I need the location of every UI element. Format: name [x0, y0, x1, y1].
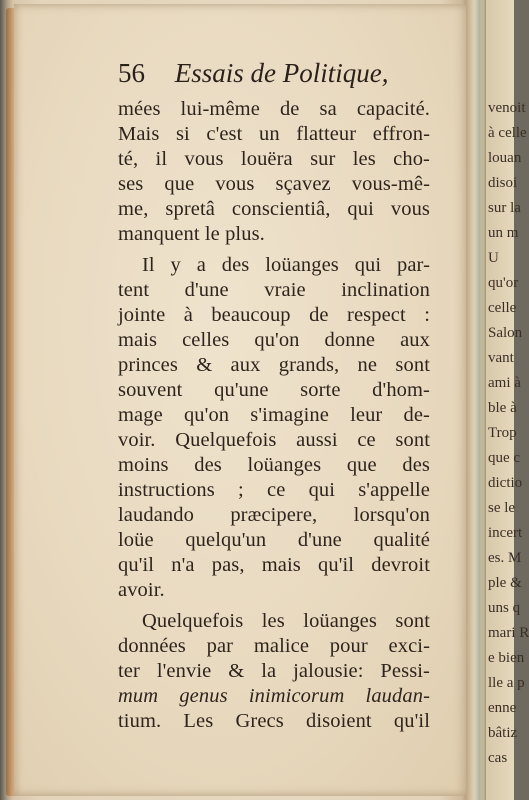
facing-page-line: ble à: [488, 400, 517, 416]
text-line: souvent qu'une sorte d'hom-: [118, 379, 430, 401]
facing-page-line: U: [488, 250, 499, 266]
facing-page-line: ami à: [488, 375, 521, 391]
text-line: mais celles qu'on donne aux: [118, 329, 430, 351]
text-line: jointe à beaucoup de respect :: [118, 304, 430, 326]
running-title: Essais de Politique,: [174, 58, 389, 88]
facing-page-line: incert: [488, 525, 523, 541]
facing-page-line: à celle: [488, 125, 527, 141]
text-line: Quelquefois les loüanges sont: [142, 610, 430, 632]
facing-page-line: uns q: [488, 600, 521, 616]
text-line: Mais si c'est un flatteur effron-: [118, 123, 430, 145]
facing-page-line: sur la: [488, 200, 521, 216]
text-line: moins des loüanges que des: [118, 454, 430, 476]
facing-page-line: dictio: [488, 475, 523, 491]
text-line: tent d'une vraie inclination: [118, 279, 430, 301]
gutter-shadow: [474, 0, 484, 800]
text-line: mage qu'on s'imagine leur de-: [118, 404, 430, 426]
text-line: Il y a des loüanges qui par-: [142, 254, 430, 276]
text-line: princes & aux grands, ne sont: [118, 354, 430, 376]
text-line: mum genus inimicorum laudan-: [118, 685, 430, 707]
facing-page-line: bâtiz: [488, 725, 518, 741]
facing-page-line: vant: [488, 350, 514, 366]
facing-page-line: mari R: [488, 625, 529, 641]
facing-page-line: e bien: [488, 650, 525, 666]
facing-page-line: Trop: [488, 425, 517, 441]
facing-page-line: qu'or: [488, 275, 519, 291]
page-header: [118, 58, 388, 94]
text-line: manquent le plus.: [118, 223, 265, 245]
facing-page-line: celle: [488, 300, 517, 316]
text-line: me, spretâ conscientiâ, qui vous: [118, 198, 430, 220]
facing-page-line: es. M: [488, 550, 522, 566]
text-line: données par malice pour exci-: [118, 635, 430, 657]
text-line: tium. Les Grecs disoient qu'il: [118, 710, 430, 732]
text-line: mées lui-même de sa capacité.: [118, 98, 430, 120]
facing-page-line: cas: [488, 750, 508, 766]
facing-page-line: un m: [488, 225, 519, 241]
facing-page-line: lle a p: [488, 675, 525, 691]
text-line: avoir.: [118, 579, 165, 601]
text-line: ses que vous sçavez vous-mê-: [118, 173, 430, 195]
facing-page-line: que c: [488, 450, 521, 466]
text-line: qu'il n'a pas, mais qu'il devroit: [118, 554, 430, 576]
text-line: voir. Quelquefois aussi ce sont: [118, 429, 430, 451]
text-line: té, il vous louëra sur les cho-: [118, 148, 430, 170]
body-text: [118, 97, 430, 734]
text-line: instructions ; ce qui s'appelle: [118, 479, 430, 501]
facing-page-line: venoit: [488, 100, 526, 116]
facing-page-line: ple &: [488, 575, 522, 591]
facing-page-line: se le: [488, 500, 516, 516]
facing-page-line: disoi: [488, 175, 518, 191]
text-line: ter l'envie & la jalousie: Pessi-: [118, 660, 430, 682]
facing-page-fragment: [486, 0, 529, 800]
page-number: 56: [118, 58, 145, 88]
text-line: laudando præcipere, lorsqu'on: [118, 504, 430, 526]
facing-page-line: enne: [488, 700, 517, 716]
text-line: loüe quelqu'un d'une qualité: [118, 529, 430, 551]
facing-page-line: louan: [488, 150, 522, 166]
facing-page-line: Salon: [488, 325, 523, 341]
